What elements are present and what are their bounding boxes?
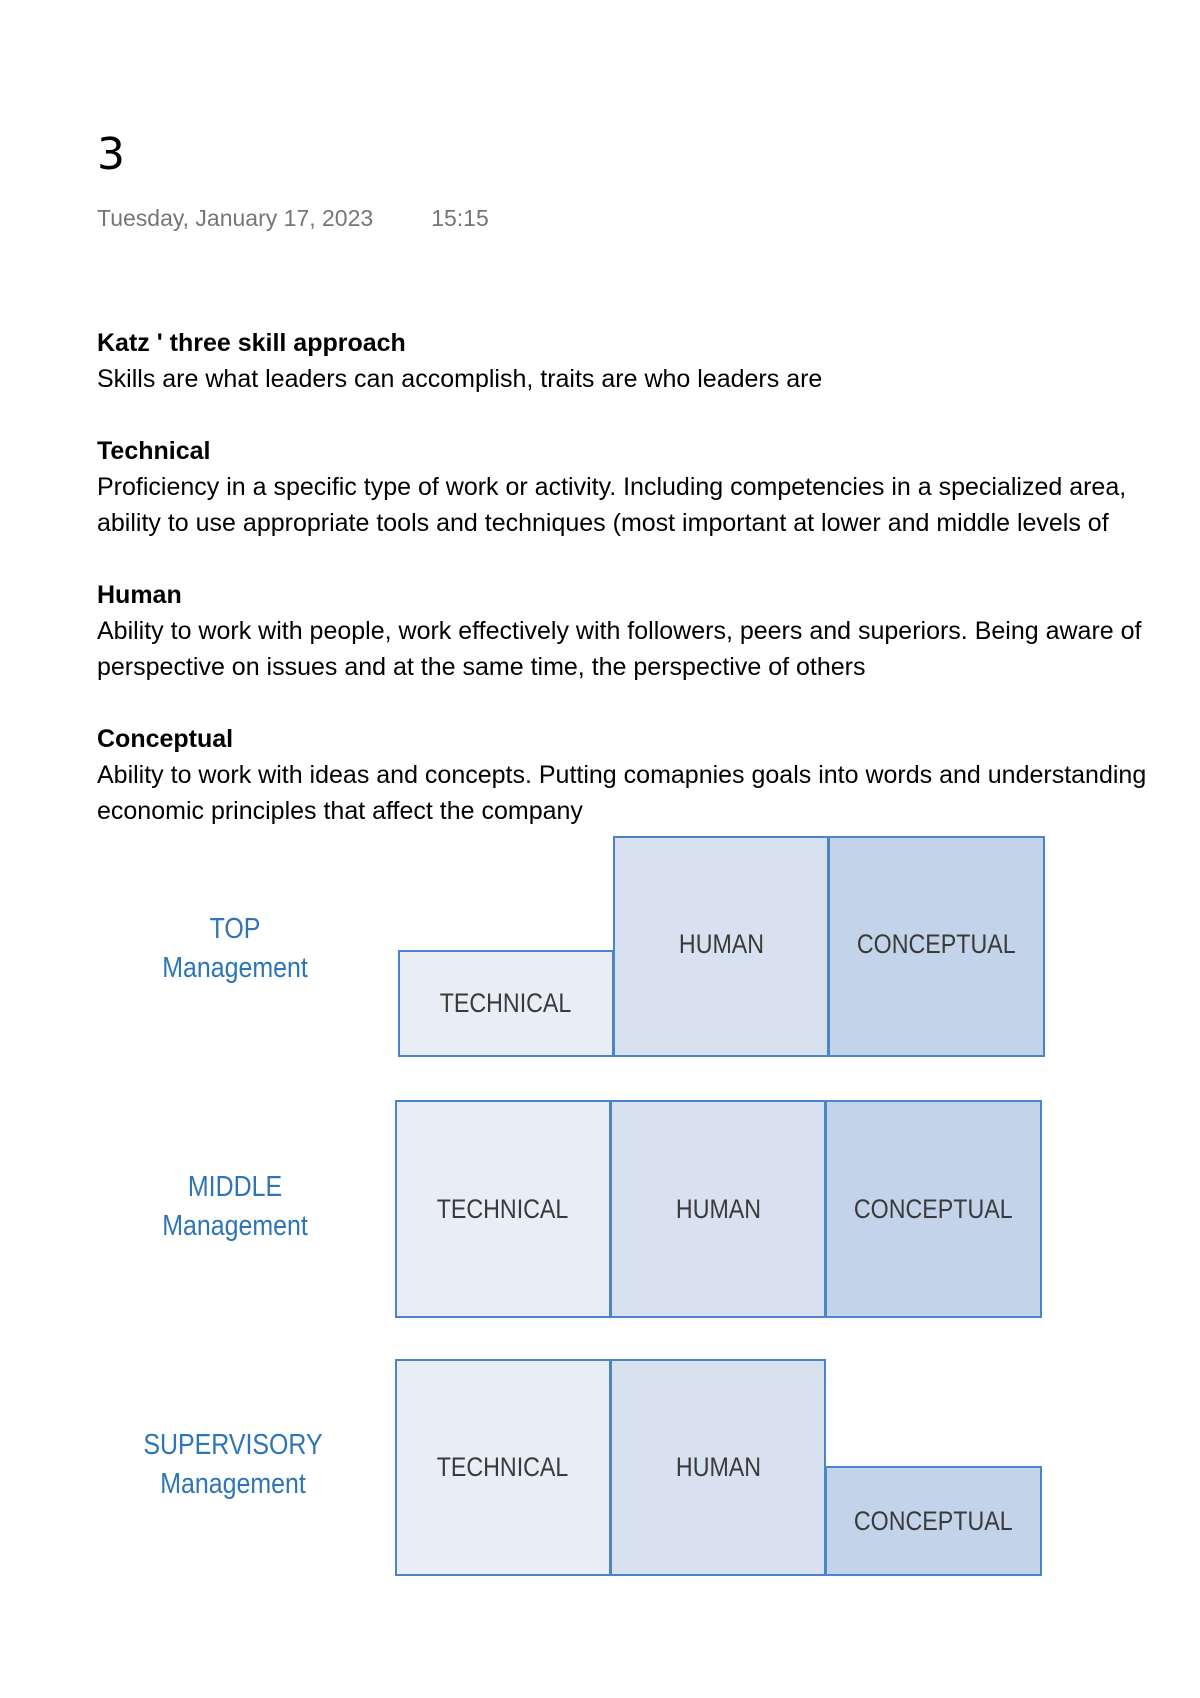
supervisory-conceptual-box — [825, 1466, 1042, 1576]
middle-human-box — [610, 1100, 826, 1318]
spacer — [97, 685, 1200, 721]
conceptual-text-line-1: Ability to work with ideas and concepts. Putting comapnies goals into words and understanding — [97, 761, 1147, 789]
top-technical-box — [398, 950, 614, 1057]
top-conceptual-box — [828, 836, 1045, 1057]
supervisory-conceptual-label: CONCEPTUAL — [854, 1505, 1013, 1536]
level-label-supervisory-line2: Management — [160, 1468, 306, 1500]
level-label-supervisory — [126, 1426, 341, 1504]
page-timestamp — [97, 205, 489, 232]
level-label-top — [128, 910, 343, 988]
level-label-middle-line2: Management — [162, 1210, 308, 1242]
conceptual-heading: Conceptual — [97, 725, 234, 753]
supervisory-human-box — [610, 1359, 826, 1576]
intro-text: Skills are what leaders can accomplish, traits are who leaders are — [97, 365, 823, 393]
supervisory-technical-label: TECHNICAL — [437, 1452, 569, 1482]
supervisory-human-label: HUMAN — [675, 1452, 761, 1482]
middle-human-label: HUMAN — [675, 1193, 761, 1224]
level-label-top-line2: Management — [162, 952, 308, 984]
level-label-middle — [128, 1168, 343, 1246]
technical-text-line-1: Proficiency in a specific type of work or activity. Including competencies in a specialized area, — [97, 473, 1127, 501]
note-body[interactable] — [97, 325, 1200, 829]
page-time: 15:15 — [431, 205, 489, 231]
human-text-line-1: Ability to work with people, work effectively with followers, peers and superiors. Being aware of — [97, 617, 1142, 645]
human-heading: Human — [97, 581, 182, 609]
page-title: 3 — [97, 129, 125, 180]
middle-technical-label: TECHNICAL — [437, 1193, 569, 1224]
supervisory-technical-box — [395, 1359, 611, 1576]
human-text-line-2: perspective on issues and at the same time, the perspective of others — [97, 653, 866, 681]
level-label-middle-line1: MIDDLE — [187, 1171, 283, 1203]
top-conceptual-label: CONCEPTUAL — [857, 928, 1016, 959]
page-date: Tuesday, January 17, 2023 — [97, 205, 374, 231]
technical-heading: Technical — [97, 437, 211, 465]
technical-text-line-2: ability to use appropriate tools and techniques (most important at lower and middle levels of — [97, 509, 1109, 537]
top-human-box — [613, 836, 829, 1057]
conceptual-text-line-2: economic principles that affect the company — [97, 797, 583, 825]
middle-conceptual-box — [825, 1100, 1042, 1318]
spacer — [97, 397, 1200, 433]
skills-diagram — [0, 836, 1200, 1576]
level-label-top-line1: TOP — [209, 913, 261, 945]
top-human-label: HUMAN — [678, 928, 764, 959]
intro-heading: Katz ' three skill approach — [97, 329, 406, 357]
top-technical-label: TECHNICAL — [440, 988, 572, 1018]
spacer — [97, 541, 1200, 577]
level-label-supervisory-line1: SUPERVISORY — [143, 1429, 323, 1461]
middle-technical-box — [395, 1100, 611, 1318]
middle-conceptual-label: CONCEPTUAL — [854, 1193, 1013, 1224]
